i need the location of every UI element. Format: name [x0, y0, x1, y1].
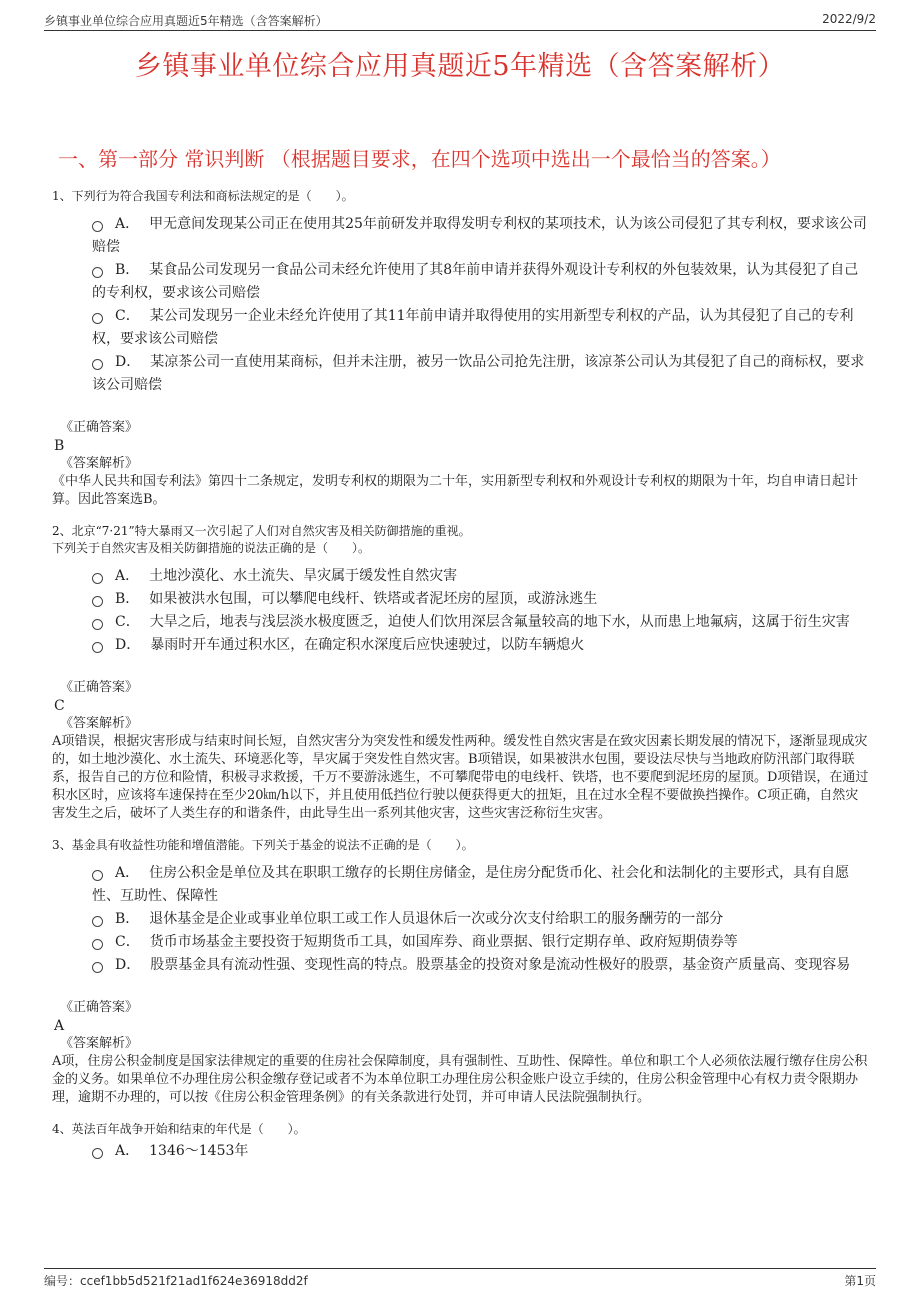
explanation-text: A项错误，根据灾害形成与结束时间长短，自然灾害分为突发性和缓发性两种。缓发性自然灾害是在致灾因素长期发展的情况下，逐渐显现成灾的，如土地沙漠化、水土流失、环境恶化等，旱灾属于突发性自然灾害。B项错误，如果被洪水包围，要设法尽快与当地政府防汛部门取得联系，报告自己的方位和险情，积极寻求救援，千万不要游泳逃生，不可攀爬带电的电线杆、铁塔，也不要爬到泥坯房的屋顶。D项错误，在通过积水区时，应该将车速保持在至少20㎞/h以下，并且使用低挡位行驶以便获得更大的扭矩，且在过水全程不要做换挡操作。C项正确，自然灾害发生之后，破坏了人类生存的和谐条件，由此导生出一系列其他灾害，这些灾害泛称衍生灾害。 [52, 734, 869, 821]
document-title: 乡镇事业单位综合应用真题近5年精选（含答案解析） [134, 51, 786, 82]
option-text: 某凉茶公司一直使用某商标，但并未注册，被另一饮品公司抢先注册，该凉茶公司认为其侵犯了自己的商标权，要求该公司赔偿 [92, 354, 865, 393]
question-stem: 2、北京“7·21”特大暴雨又一次引起了人们对自然灾害及相关防御措施的重视。 [52, 524, 471, 538]
option-d[interactable] [92, 634, 870, 657]
option-letter: A． [115, 1143, 140, 1159]
option-text: 如果被洪水包围，可以攀爬电线杆、铁塔或者泥坯房的屋顶，或游泳逃生 [149, 591, 598, 607]
question-list [52, 188, 870, 1163]
answer-label: 《正确答案》 [60, 1000, 139, 1015]
radio-button[interactable] [92, 573, 103, 584]
answer-label: 《正确答案》 [60, 680, 139, 695]
radio-button[interactable] [92, 642, 103, 653]
question-2 [52, 523, 870, 823]
footer-code: 编号：ccef1bb5d521f21ad1f624e36918dd2f [44, 1274, 308, 1288]
option-letter: A． [115, 568, 140, 584]
option-a[interactable] [92, 213, 870, 259]
radio-button[interactable] [92, 619, 103, 630]
option-c[interactable] [92, 931, 870, 954]
question-stem: 4、英法百年战争开始和结束的年代是（ ）。 [52, 1122, 306, 1136]
option-b[interactable] [92, 259, 870, 305]
radio-button[interactable] [92, 313, 103, 324]
option-letter: D． [115, 957, 141, 973]
option-text: 住房公积金是单位及其在职职工缴存的长期住房储金，是住房分配货币化、社会化和法制化的主要形式，具有自愿性、互助性、保障性 [92, 865, 850, 904]
explanation-label: 《答案解析》 [60, 1036, 139, 1051]
option-text: 1346～1453年 [149, 1143, 249, 1159]
footer-page-number: 第1页 [844, 1274, 876, 1288]
radio-button[interactable] [92, 596, 103, 607]
radio-button[interactable] [92, 870, 103, 881]
option-b[interactable] [92, 588, 870, 611]
option-text: 某食品公司发现另一食品公司未经允许使用了其8年前申请并获得外观设计专利权的外包装效果，认为其侵犯了自己的专利权，要求该公司赔偿 [92, 262, 859, 301]
explanation-label: 《答案解析》 [60, 716, 139, 731]
option-letter: B． [115, 262, 140, 278]
question-stem-line-2: 下列关于自然灾害及相关防御措施的说法正确的是（ ）。 [52, 541, 371, 555]
question-4 [52, 1121, 870, 1163]
option-letter: B． [115, 911, 140, 927]
answer-value: B [54, 438, 65, 454]
option-text: 大旱之后，地表与浅层淡水极度匮乏，迫使人们饮用深层含氟量较高的地下水，从而患上地氟病，这属于衍生灾害 [149, 614, 850, 630]
radio-button[interactable] [92, 221, 103, 232]
question-stem: 3、基金具有收益性功能和增值潜能。下列关于基金的说法不正确的是（ ）。 [52, 838, 474, 852]
option-c[interactable] [92, 305, 870, 351]
radio-button[interactable] [92, 916, 103, 927]
section-title: 一、第一部分 常识判断 （根据题目要求，在四个选项中选出一个最恰当的答案。） [58, 147, 781, 171]
option-c[interactable] [92, 611, 870, 634]
question-3 [52, 837, 870, 1107]
header-date: 2022/9/2 [822, 12, 876, 26]
option-text: 甲无意间发现某公司正在使用其25年前研发并取得发明专利权的某项技术，认为该公司侵犯了其专利权，要求该公司赔偿 [92, 216, 867, 255]
option-letter: D． [115, 354, 141, 370]
option-text: 股票基金具有流动性强、变现性高的特点。股票基金的投资对象是流动性极好的股票，基金资产质量高、变现容易 [150, 957, 851, 973]
option-letter: C． [115, 308, 140, 324]
question-1 [52, 188, 870, 509]
option-d[interactable] [92, 351, 870, 397]
radio-button[interactable] [92, 1148, 103, 1159]
question-stem: 1、下列行为符合我国专利法和商标法规定的是（ ）。 [52, 189, 354, 203]
option-text: 土地沙漠化、水土流失、旱灾属于缓发性自然灾害 [149, 568, 458, 584]
option-letter: C． [115, 934, 140, 950]
option-letter: B． [115, 591, 140, 607]
radio-button[interactable] [92, 359, 103, 370]
option-b[interactable] [92, 908, 870, 931]
option-a[interactable] [92, 565, 870, 588]
option-text: 退休基金是企业或事业单位职工或工作人员退休后一次或分次支付给职工的服务酬劳的一部分 [149, 911, 724, 927]
explanation-text: 《中华人民共和国专利法》第四十二条规定，发明专利权的期限为二十年，实用新型专利权和外观设计专利权的期限为十年，均自申请日起计算。因此答案选B。 [52, 474, 859, 507]
header-doc-name: 乡镇事业单位综合应用真题近5年精选（含答案解析） [44, 14, 328, 28]
option-text: 暴雨时开车通过积水区，在确定积水深度后应快速驶过，以防车辆熄火 [150, 637, 585, 653]
page-header [44, 12, 876, 31]
option-text: 货币市场基金主要投资于短期货币工具，如国库券、商业票据、银行定期存单、政府短期债券等 [149, 934, 738, 950]
option-d[interactable] [92, 954, 870, 977]
page-footer [44, 1268, 876, 1289]
radio-button[interactable] [92, 962, 103, 973]
option-letter: D． [115, 637, 141, 653]
radio-button[interactable] [92, 267, 103, 278]
radio-button[interactable] [92, 939, 103, 950]
answer-value: A [54, 1018, 65, 1034]
option-letter: C． [115, 614, 140, 630]
answer-label: 《正确答案》 [60, 420, 139, 435]
option-a[interactable] [92, 1140, 870, 1163]
option-letter: A． [115, 216, 140, 232]
option-a[interactable] [92, 862, 870, 908]
explanation-label: 《答案解析》 [60, 456, 139, 471]
option-text: 某公司发现另一企业未经允许使用了其11年前申请并取得使用的实用新型专利权的产品，认为其侵犯了自己的专利权，要求该公司赔偿 [92, 308, 854, 347]
answer-value: C [54, 698, 65, 714]
explanation-text: A项，住房公积金制度是国家法律规定的重要的住房社会保障制度，具有强制性、互助性、保障性。单位和职工个人必须依法履行缴存住房公积金的义务。如果单位不办理住房公积金缴存登记或者不为本单位职工办理住房公积金账户设立手续的，住房公积金管理中心有权力责令限期办理，逾期不办理的，可以按《住房公积金管理条例》的有关条款进行处罚，并可申请人民法院强制执行。 [52, 1054, 868, 1105]
option-letter: A． [115, 865, 140, 881]
